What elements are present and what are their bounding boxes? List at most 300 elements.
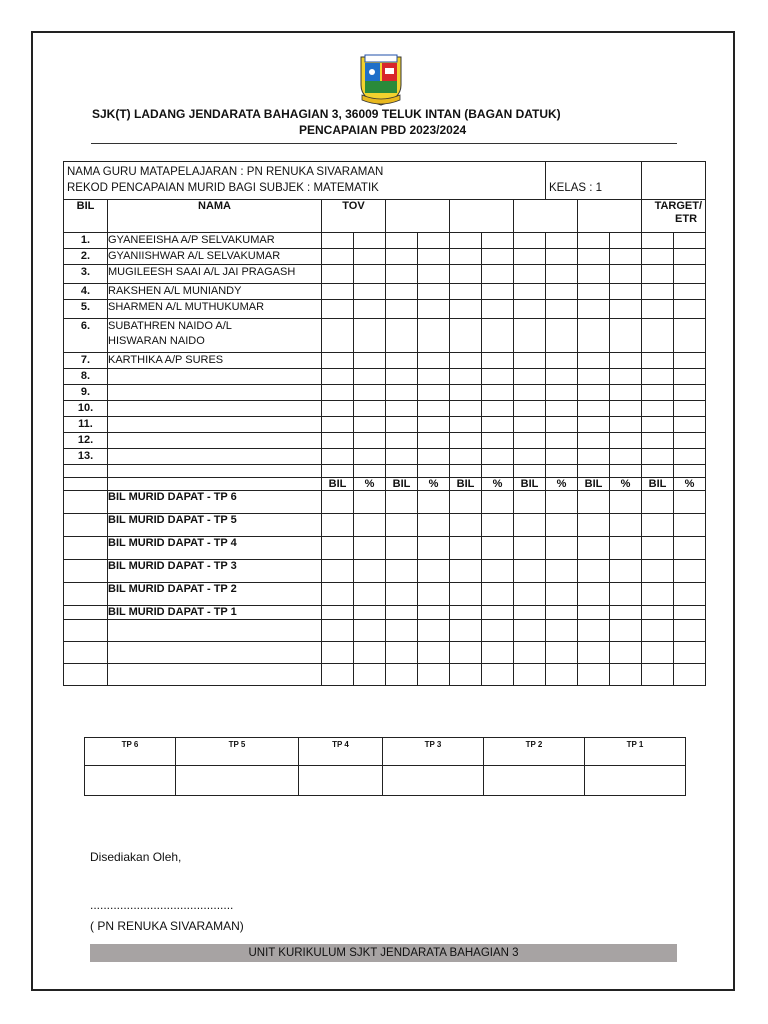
score-cell [354,642,386,664]
score-cell [450,385,482,401]
score-cell [482,417,514,433]
score-cell [546,537,578,560]
score-cell [386,560,418,583]
score-cell [482,642,514,664]
score-cell [354,369,386,385]
score-cell [642,491,674,514]
score-cell [322,319,354,353]
score-cell [610,664,642,686]
blank-row [64,664,706,686]
tp-row [64,514,706,537]
tp-row-label: BIL MURID DAPAT - TP 5 [108,514,322,537]
score-cell [482,401,514,417]
score-cell [418,401,450,417]
score-cell [578,514,610,537]
score-cell [322,401,354,417]
score-cell [546,265,578,284]
student-number: 1. [64,233,108,249]
summary-header: TP 4 [299,738,383,766]
student-name-cell [108,233,322,249]
score-cell [322,369,354,385]
score-cell [546,620,578,642]
score-cell [418,560,450,583]
score-cell [108,664,322,686]
student-row [64,300,706,319]
tp-row [64,606,706,620]
prepared-by-label: Disediakan Oleh, [90,850,182,864]
score-cell [642,537,674,560]
summary-table [84,737,686,796]
score-cell [674,642,706,664]
score-cell [108,465,322,478]
score-cell [354,560,386,583]
score-cell [354,319,386,353]
col-header-tov: TOV [322,200,386,233]
score-cell [482,353,514,369]
student-row [64,385,706,401]
score-cell [322,449,354,465]
score-cell [450,537,482,560]
col-header-blank [386,200,450,233]
score-cell [674,465,706,478]
student-name-cell [108,300,322,319]
score-cell [418,353,450,369]
score-cell [418,449,450,465]
student-row [64,249,706,265]
student-row [64,284,706,300]
student-number: 13. [64,449,108,465]
student-number: 8. [64,369,108,385]
student-number: 9. [64,385,108,401]
score-cell [578,491,610,514]
score-cell [386,417,418,433]
score-cell [642,642,674,664]
score-cell [450,233,482,249]
score-cell [674,664,706,686]
score-cell [450,560,482,583]
score-cell [610,642,642,664]
score-cell [64,620,108,642]
score-cell [386,664,418,686]
summary-cell [484,766,585,796]
score-cell [482,369,514,385]
score-cell [674,319,706,353]
document-title: PENCAPAIAN PBD 2023/2024 [299,123,467,137]
score-cell [514,491,546,514]
score-cell [450,449,482,465]
score-cell [578,233,610,249]
score-cell [546,284,578,300]
score-cell [514,353,546,369]
summary-header: TP 2 [484,738,585,766]
score-cell [642,583,674,606]
score-cell [674,401,706,417]
score-cell [418,664,450,686]
score-cell [514,642,546,664]
score-cell [386,642,418,664]
score-cell [578,353,610,369]
score-cell [418,233,450,249]
student-name: GYANEEISHA A/P SELVAKUMAR [108,234,275,246]
student-number: 2. [64,249,108,265]
class-cell [546,162,642,200]
score-cell [674,353,706,369]
teacher-info-cell [64,162,546,200]
score-cell [610,233,642,249]
score-cell [386,319,418,353]
subheader-label: BIL [322,478,354,491]
score-cell [610,491,642,514]
student-row [64,233,706,249]
score-cell [610,319,642,353]
score-cell [482,449,514,465]
score-cell [450,620,482,642]
score-cell [450,606,482,620]
student-number: 7. [64,353,108,369]
score-cell [546,606,578,620]
score-cell [674,514,706,537]
score-cell [418,265,450,284]
tp-row-label: BIL MURID DAPAT - TP 6 [108,491,322,514]
score-cell [642,319,674,353]
score-cell [418,642,450,664]
score-cell [610,265,642,284]
student-name-cell [108,433,322,449]
score-cell [514,284,546,300]
tp-row [64,583,706,606]
score-cell [64,478,108,491]
school-crest-icon [356,51,406,107]
student-name-cell [108,369,322,385]
score-cell [354,514,386,537]
score-cell [610,537,642,560]
score-cell [578,664,610,686]
subheader-label: BIL [514,478,546,491]
score-cell [322,491,354,514]
score-cell [578,265,610,284]
score-cell [514,249,546,265]
col-header-target [642,200,706,233]
score-cell [610,300,642,319]
score-cell [674,560,706,583]
col-header-nama: NAMA [108,200,322,233]
score-cell [322,465,354,478]
score-cell [64,560,108,583]
score-cell [386,401,418,417]
score-cell [354,620,386,642]
subheader-row [64,478,706,491]
score-cell [514,664,546,686]
target-line2: ETR [675,213,698,225]
signer-name: ( PN RENUKA SIVARAMAN) [90,919,244,933]
summary-header: TP 3 [383,738,484,766]
score-cell [642,560,674,583]
subheader-label: % [674,478,706,491]
class-label: KELAS : 1 [549,182,603,194]
score-cell [322,417,354,433]
score-cell [546,664,578,686]
score-cell [578,620,610,642]
student-name: SUBATHREN NAIDO A/L [108,320,232,332]
score-cell [386,369,418,385]
score-cell [322,514,354,537]
summary-header: TP 6 [85,738,176,766]
summary-header: TP 1 [585,738,686,766]
score-cell [482,385,514,401]
subheader-label: BIL [642,478,674,491]
score-cell [642,433,674,449]
score-cell [546,401,578,417]
score-cell [610,606,642,620]
score-cell [642,664,674,686]
col-header-blank [450,200,514,233]
score-cell [578,560,610,583]
subheader-label: BIL [450,478,482,491]
score-cell [610,560,642,583]
summary-cell [585,766,686,796]
score-cell [514,417,546,433]
score-cell [546,642,578,664]
score-cell [546,249,578,265]
score-cell [674,233,706,249]
score-cell [514,537,546,560]
score-cell [674,284,706,300]
summary-cell [299,766,383,796]
score-cell [386,620,418,642]
score-cell [578,465,610,478]
score-cell [322,664,354,686]
score-cell [514,265,546,284]
score-cell [386,353,418,369]
score-cell [674,620,706,642]
score-cell [418,284,450,300]
score-cell [450,265,482,284]
student-row [64,353,706,369]
score-cell [610,353,642,369]
student-number: 4. [64,284,108,300]
score-cell [418,620,450,642]
score-cell [354,465,386,478]
score-cell [418,249,450,265]
score-cell [386,514,418,537]
score-cell [674,385,706,401]
score-cell [578,249,610,265]
score-cell [418,537,450,560]
score-cell [514,385,546,401]
score-cell [418,319,450,353]
score-cell [674,583,706,606]
student-name-cell [108,319,322,353]
score-cell [64,664,108,686]
score-cell [514,465,546,478]
teacher-name: NAMA GURU MATAPELAJARAN : PN RENUKA SIVARAMAN [67,166,384,178]
student-number: 12. [64,433,108,449]
score-cell [450,249,482,265]
score-cell [610,514,642,537]
score-cell [354,284,386,300]
score-cell [674,449,706,465]
blank-info-cell [642,162,706,200]
score-cell [322,620,354,642]
summary-cell [176,766,299,796]
score-cell [482,465,514,478]
student-name-cell [108,449,322,465]
score-cell [354,664,386,686]
score-cell [386,491,418,514]
student-row [64,417,706,433]
score-cell [482,606,514,620]
score-cell [674,300,706,319]
score-cell [450,300,482,319]
blank-row [64,642,706,664]
record-table [63,161,706,686]
score-cell [578,284,610,300]
score-cell [546,300,578,319]
score-cell [546,491,578,514]
score-cell [578,606,610,620]
score-cell [674,417,706,433]
score-cell [482,491,514,514]
score-cell [418,417,450,433]
school-name: SJK(T) LADANG JENDARATA BAHAGIAN 3, 36009 TELUK INTAN (BAGAN DATUK) [92,107,561,121]
score-cell [108,642,322,664]
student-row [64,449,706,465]
score-cell [514,449,546,465]
score-cell [322,233,354,249]
subheader-label: BIL [578,478,610,491]
subheader-label: % [482,478,514,491]
score-cell [642,369,674,385]
score-cell [546,583,578,606]
score-cell [514,514,546,537]
score-cell [386,385,418,401]
subheader-label: % [610,478,642,491]
student-name-cell [108,249,322,265]
score-cell [674,265,706,284]
student-number: 5. [64,300,108,319]
score-cell [64,583,108,606]
col-header-bil: BIL [64,200,108,233]
student-number: 6. [64,319,108,353]
score-cell [386,284,418,300]
score-cell [514,300,546,319]
score-cell [418,514,450,537]
summary-cell [383,766,484,796]
spacer-row [64,465,706,478]
score-cell [578,537,610,560]
blank-row [64,620,706,642]
target-line1: TARGET/ [654,200,703,212]
score-cell [418,433,450,449]
student-row [64,433,706,449]
score-cell [450,369,482,385]
score-cell [514,560,546,583]
score-cell [642,265,674,284]
score-cell [610,249,642,265]
score-cell [578,433,610,449]
score-cell [482,664,514,686]
score-cell [642,385,674,401]
score-cell [386,249,418,265]
score-cell [642,233,674,249]
score-cell [578,583,610,606]
student-name-continued: HISWARAN NAIDO [108,335,205,347]
score-cell [642,606,674,620]
score-cell [546,465,578,478]
score-cell [546,385,578,401]
score-cell [418,606,450,620]
score-cell [642,284,674,300]
score-cell [450,642,482,664]
score-cell [674,537,706,560]
score-cell [64,465,108,478]
student-number: 11. [64,417,108,433]
score-cell [450,319,482,353]
score-cell [610,449,642,465]
signature-line: ........................................... [90,898,234,912]
score-cell [64,606,108,620]
score-cell [642,620,674,642]
tp-row-label: BIL MURID DAPAT - TP 4 [108,537,322,560]
score-cell [674,491,706,514]
score-cell [514,233,546,249]
score-cell [482,284,514,300]
score-cell [546,319,578,353]
score-cell [450,417,482,433]
score-cell [674,369,706,385]
student-row [64,369,706,385]
score-cell [322,300,354,319]
score-cell [482,620,514,642]
score-cell [450,465,482,478]
score-cell [482,514,514,537]
score-cell [450,433,482,449]
student-name-cell [108,353,322,369]
student-number: 10. [64,401,108,417]
score-cell [354,401,386,417]
score-cell [610,620,642,642]
score-cell [610,583,642,606]
score-cell [482,560,514,583]
score-cell [450,514,482,537]
score-cell [386,449,418,465]
score-cell [610,385,642,401]
score-cell [354,233,386,249]
score-cell [418,491,450,514]
subject-record: REKOD PENCAPAIAN MURID BAGI SUBJEK : MATEMATIK [67,182,379,194]
score-cell [354,300,386,319]
score-cell [386,233,418,249]
score-cell [418,369,450,385]
score-cell [546,514,578,537]
score-cell [578,401,610,417]
score-cell [354,385,386,401]
score-cell [546,353,578,369]
score-cell [64,514,108,537]
student-name: RAKSHEN A/L MUNIANDY [108,285,242,297]
score-cell [610,401,642,417]
tp-row-label: BIL MURID DAPAT - TP 3 [108,560,322,583]
score-cell [450,401,482,417]
score-cell [610,433,642,449]
score-cell [354,606,386,620]
tp-row-label: BIL MURID DAPAT - TP 2 [108,583,322,606]
score-cell [354,433,386,449]
score-cell [322,560,354,583]
score-cell [482,233,514,249]
score-cell [546,449,578,465]
score-cell [354,537,386,560]
